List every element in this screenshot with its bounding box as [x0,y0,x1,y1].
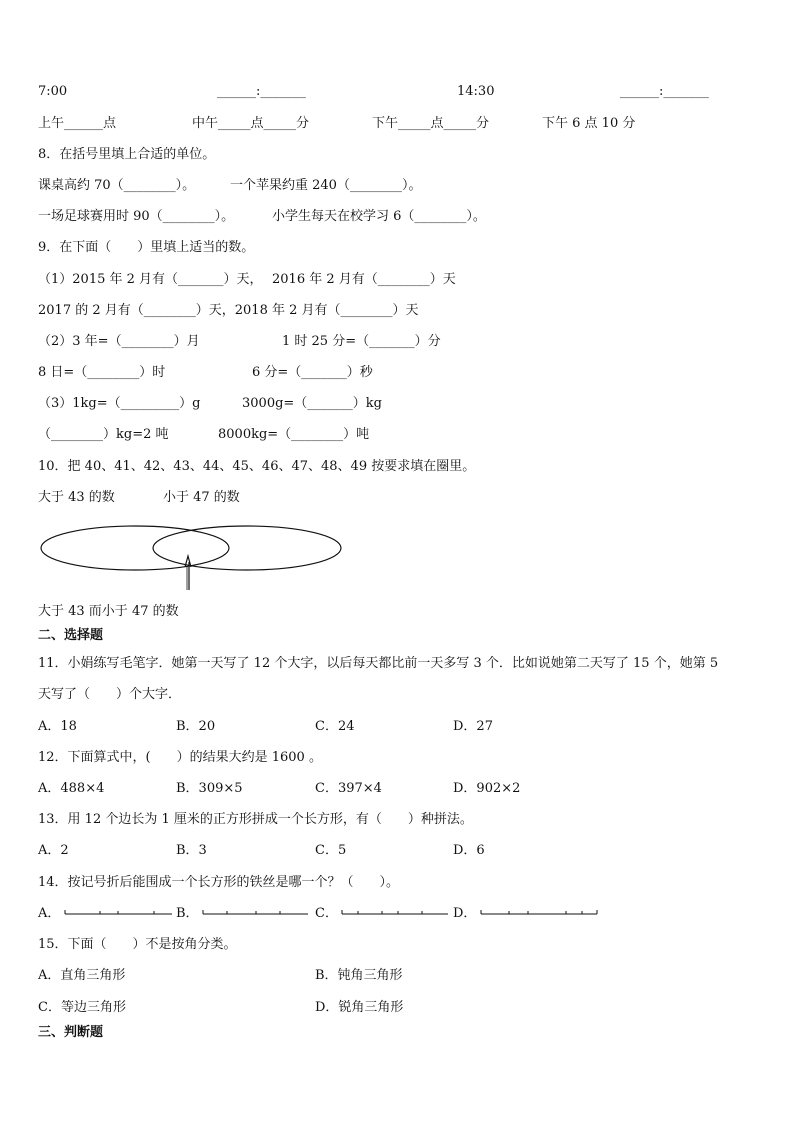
q10-title: 10．把 40、41、42、43、44、45、46、47、48、49 按要求填在圈里。 [38,459,476,474]
q12-option-d[interactable]: D．902×2 [453,781,521,796]
q14-title: 14．按记号折后能围成一个长方形的铁丝是哪一个？（ ）。 [38,875,400,890]
q9-3000g: 3000g=（_______）kg [242,396,382,411]
q13-option-c[interactable]: C．5 [315,843,347,858]
q13-option-b[interactable]: B．3 [176,843,207,858]
q9-8000kg: 8000kg=（________）吨 [218,427,370,442]
wire-a [65,910,172,914]
q8-football-time: 一场足球赛用时 90（________）。 [38,209,235,224]
q15-option-c[interactable]: C．等边三角形 [38,1000,126,1015]
wire-d [481,910,597,914]
q14-option-a[interactable]: A． [38,906,61,921]
q10-bottom-label: 大于 43 而小于 47 的数 [38,604,179,619]
section-2-title: 二、选择题 [38,628,104,643]
wire-b [203,910,308,914]
q9-2-tons: （________）kg=2 吨 [38,427,169,442]
time-blank-1[interactable]: ______:_______ [217,84,306,99]
section-3-title: 三、判断题 [38,1025,104,1040]
time-7-00: 7:00 [38,84,68,99]
q11-option-d[interactable]: D．27 [453,719,493,734]
q14-option-b[interactable]: B． [176,906,199,921]
q13-title: 13．用 12 个边长为 1 厘米的正方形拼成一个长方形，有（ ）种拼法。 [38,812,473,827]
time-noon: 中午_____点_____分 [192,116,310,131]
q12-option-c[interactable]: C．397×4 [315,781,382,796]
q13-option-a[interactable]: A．2 [38,843,69,858]
q12-option-b[interactable]: B．309×5 [176,781,243,796]
q9-2015-feb: （1）2015 年 2 月有（_______）天， [38,272,263,287]
q9-2016-feb: 2016 年 2 月有（________）天 [272,272,456,287]
q9-8-days: 8 日=（________）时 [38,365,166,380]
q12-title: 12．下面算式中，( ）的结果大约是 1600 。 [38,750,322,765]
q11-option-a[interactable]: A．18 [38,719,77,734]
q9-2017-2018-feb: 2017 的 2 月有（________）天，2018 年 2 月有（________）天 [38,303,419,318]
q11-option-c[interactable]: C．24 [315,719,355,734]
q14-option-d[interactable]: D． [453,906,477,921]
q11-option-b[interactable]: B．20 [176,719,216,734]
q9-3-years: （2）3 年=（________）月 [38,334,200,349]
time-14-30: 14:30 [457,84,495,99]
q13-option-d[interactable]: D．6 [453,843,485,858]
q15-option-d[interactable]: D．锐角三角形 [315,1000,404,1015]
time-morning: 上午______点 [38,116,117,131]
time-blank-2[interactable]: ______:_______ [620,84,709,99]
q10-right-label: 小于 47 的数 [163,490,240,505]
wire-c [342,910,448,914]
q8-apple-weight: 一个苹果约重 240（________）。 [230,178,422,193]
q10-left-label: 大于 43 的数 [38,490,115,505]
q11-text-line2: 天写了（ ）个大字． [38,687,182,702]
q9-1h25m: 1 时 25 分=（_______）分 [282,334,441,349]
q8-school-time: 小学生每天在校学习 6（________）。 [272,209,486,224]
time-afternoon-6-10: 下午 6 点 10 分 [542,116,636,131]
q15-title: 15．下面（ ）不是按角分类。 [38,937,237,952]
q12-option-a[interactable]: A．488×4 [38,781,105,796]
q15-option-b[interactable]: B．钝角三角形 [315,968,403,983]
q9-6-minutes: 6 分=（_______）秒 [252,365,373,380]
q9-1kg: （3）1kg=（_________）g [38,396,201,411]
q14-option-c[interactable]: C． [315,906,338,921]
q15-option-a[interactable]: A．直角三角形 [38,968,126,983]
q8-title: 8．在括号里填上合适的单位。 [38,147,216,162]
time-afternoon: 下午_____点_____分 [372,116,490,131]
q11-text-line1: 11．小娟练写毛笔字．她第一天写了 12 个大字，以后每天都比前一天多写 3 个．比如说她第二天写了 15 个，她第 5 [38,656,719,671]
q8-desk-height: 课桌高约 70（________）。 [38,178,196,193]
q9-title: 9．在下面（ ）里填上适当的数。 [38,240,255,255]
